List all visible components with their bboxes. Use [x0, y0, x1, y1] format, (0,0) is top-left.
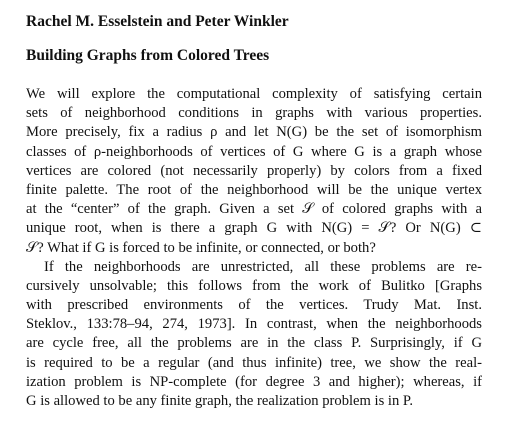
text-line: at the “center” of the graph. Given a set 𝒮 of colored graphs with a	[26, 201, 482, 218]
text-line: 𝒮? What if G is forced to be infinite, or connected, or both?	[26, 239, 376, 256]
paper-title: Building Graphs from Colored Trees	[26, 47, 270, 64]
text-line: If the neighborhoods are unrestricted, all these problems are re-	[44, 258, 482, 275]
text-line: Steklov., 133:78–94, 274, 1973]. In contrast, when the neighborhoods	[26, 316, 482, 333]
text-line: are cycle free, all the problems are in the class P. Surprisingly, if G	[26, 335, 482, 352]
text-line: G is allowed to be any finite graph, the realization problem is in P.	[26, 393, 414, 409]
text-line: finite palette. The root of the neighborhood will be the unique vertex	[26, 181, 482, 198]
text-line: classes of ρ-neighborhoods of vertices of G where G is a graph whose	[26, 143, 482, 160]
abstract-paragraph-2	[26, 258, 482, 412]
text-line: ization problem is NP-complete (for degree 3 and higher); whereas, if	[26, 373, 482, 390]
text-line: unique root, when is there a graph G with N(G) = 𝒮? Or N(G) ⊂	[26, 220, 482, 237]
text-line: More precisely, fix a radius ρ and let N(G) be the set of isomorphism	[26, 124, 482, 141]
abstract	[26, 85, 482, 411]
text-line: vertices are colored (not necessarily properly) by colors from a fixed	[26, 162, 482, 179]
text-line: We will explore the computational complexity of satisfying certain	[26, 86, 482, 102]
text-line: cursively unsolvable; this follows from the work of Bulitko [Graphs	[26, 277, 482, 294]
text-line: sets of neighborhood conditions in graphs with various properties.	[26, 105, 482, 122]
text-line: with prescribed environments of the vertices. Trudy Mat. Inst.	[26, 297, 482, 314]
author-line: Rachel M. Esselstein and Peter Winkler	[26, 13, 289, 30]
text-line: is required to be a regular (and thus infinite) tree, we show the real-	[26, 354, 482, 371]
paper-page	[26, 12, 482, 411]
abstract-paragraph-1	[26, 85, 482, 258]
